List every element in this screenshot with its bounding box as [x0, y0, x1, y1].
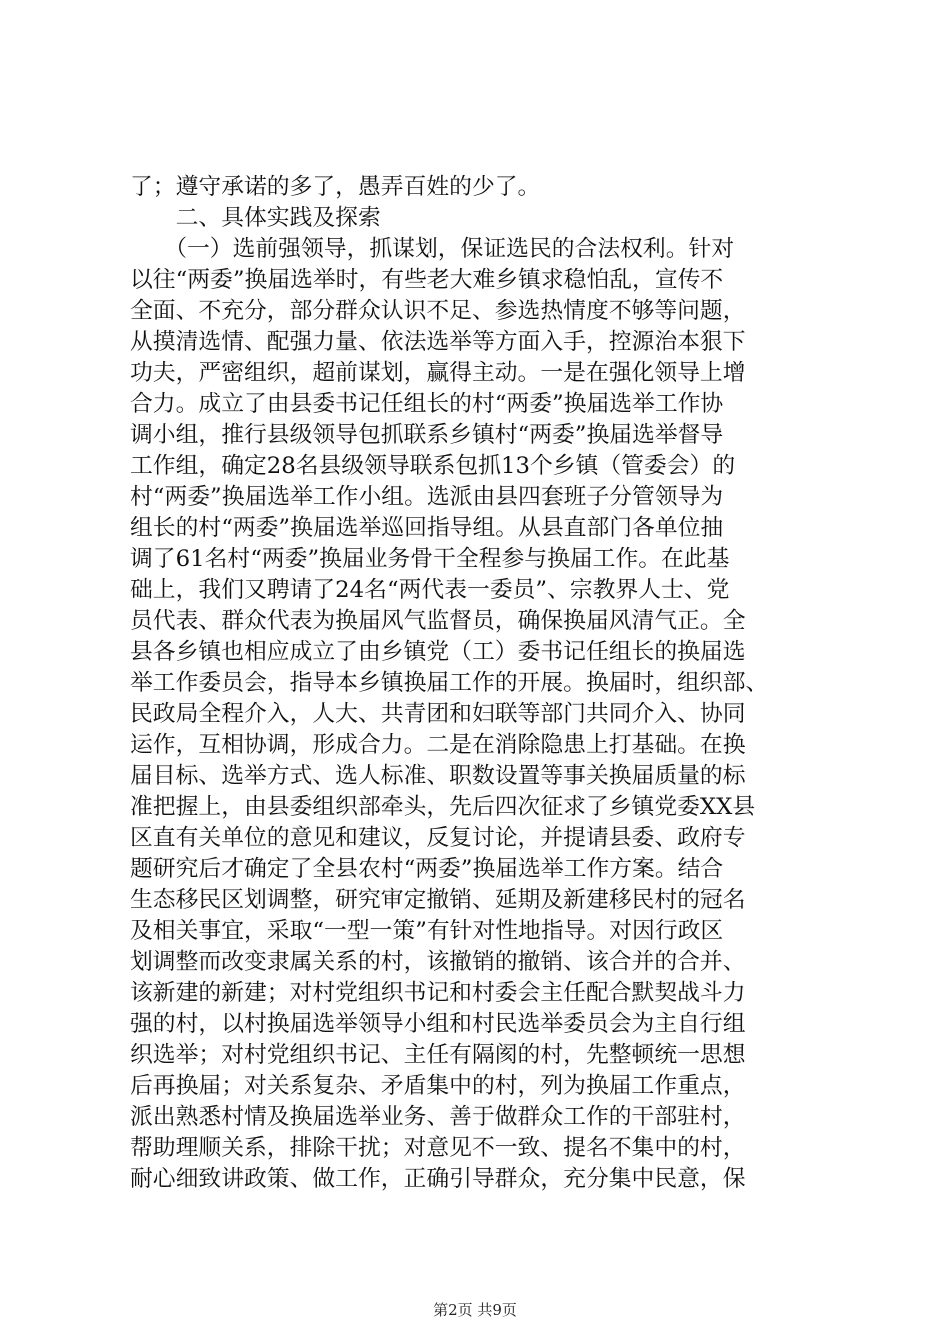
text-line: 举工作委员会，指导本乡镇换届工作的开展。换届时，组织部、 [130, 670, 769, 696]
text-line: 村“两委”换届选举工作小组。选派由县四套班子分管领导为 [130, 484, 724, 510]
body-text [130, 172, 830, 1195]
text-line: 调了61名村“两委”换届业务骨干全程参与换届工作。在此基 [130, 546, 730, 572]
text-line: 该新建的新建；对村党组织书记和村委会主任配合默契战斗力 [130, 980, 746, 1006]
text-line: 合力。成立了由县委书记任组长的村“两委”换届选举工作协 [130, 391, 724, 417]
text-line: 功夫，严密组织，超前谋划，赢得主动。一是在强化领导上增 [130, 360, 746, 386]
text-line: 从摸清选情、配强力量、依法选举等方面入手，控源治本狠下 [130, 329, 746, 355]
text-line: 织选举；对村党组织书记、主任有隔阂的村，先整顿统一思想 [130, 1042, 746, 1068]
text-line: 民政局全程介入，人大、共青团和妇联等部门共同介入、协同 [130, 701, 746, 727]
text-line: 员代表、群众代表为换届风气监督员，确保换届风清气正。全 [130, 608, 746, 634]
text-line: 础上，我们又聘请了24名“两代表一委员”、宗教界人士、党 [130, 577, 730, 603]
text-line: 以往“两委”换届选举时，有些老大难乡镇求稳怕乱，宣传不 [130, 267, 724, 293]
text-line: 准把握上，由县委组织部牵头，先后四次征求了乡镇党委XX县 [130, 794, 756, 820]
text-line: 强的村，以村换届选举领导小组和村民选举委员会为主自行组 [130, 1011, 746, 1037]
text-line: 及相关事宜，采取“一型一策”有针对性地指导。对因行政区 [130, 918, 724, 944]
text-line: 帮助理顺关系，排除干扰；对意见不一致、提名不集中的村， [130, 1135, 746, 1161]
text-line: 区直有关单位的意见和建议，反复讨论，并提请县委、政府专 [130, 825, 746, 851]
text-line: 题研究后才确定了全县农村“两委”换届选举工作方案。结合 [130, 856, 724, 882]
text-line: 工作组，确定28名县级领导联系包抓13个乡镇（管委会）的 [130, 453, 736, 479]
text-line: 运作，互相协调，形成合力。二是在消除隐患上打基础。在换 [130, 732, 746, 758]
text-line: 后再换届；对关系复杂、矛盾集中的村，列为换届工作重点， [130, 1073, 746, 1099]
text-line: 调小组，推行县级领导包抓联系乡镇村“两委”换届选举督导 [130, 422, 724, 448]
text-line: 生态移民区划调整，研究审定撤销、延期及新建移民村的冠名 [130, 887, 746, 913]
section-heading: 二、具体实践及探索 [130, 205, 381, 231]
page-number-footer: 第2页 共9页 [433, 1301, 517, 1319]
text-line: 全面、不充分，部分群众认识不足、参选热情度不够等问题， [130, 298, 746, 324]
text-line: （一）选前强领导，抓谋划，保证选民的合法权利。针对 [130, 236, 735, 262]
text-line: 届目标、选举方式、选人标准、职数设置等事关换届质量的标 [130, 763, 746, 789]
text-line: 县各乡镇也相应成立了由乡镇党（工）委书记任组长的换届选 [130, 639, 746, 665]
text-line: 耐心细致讲政策、做工作，正确引导群众，充分集中民意，保 [130, 1166, 746, 1192]
text-line: 了；遵守承诺的多了，愚弄百姓的少了。 [130, 174, 541, 200]
text-line: 划调整而改变隶属关系的村，该撤销的撤销、该合并的合并、 [130, 949, 746, 975]
text-line: 派出熟悉村情及换届选举业务、善于做群众工作的干部驻村， [130, 1104, 746, 1130]
text-line: 组长的村“两委”换届选举巡回指导组。从县直部门各单位抽 [130, 515, 724, 541]
